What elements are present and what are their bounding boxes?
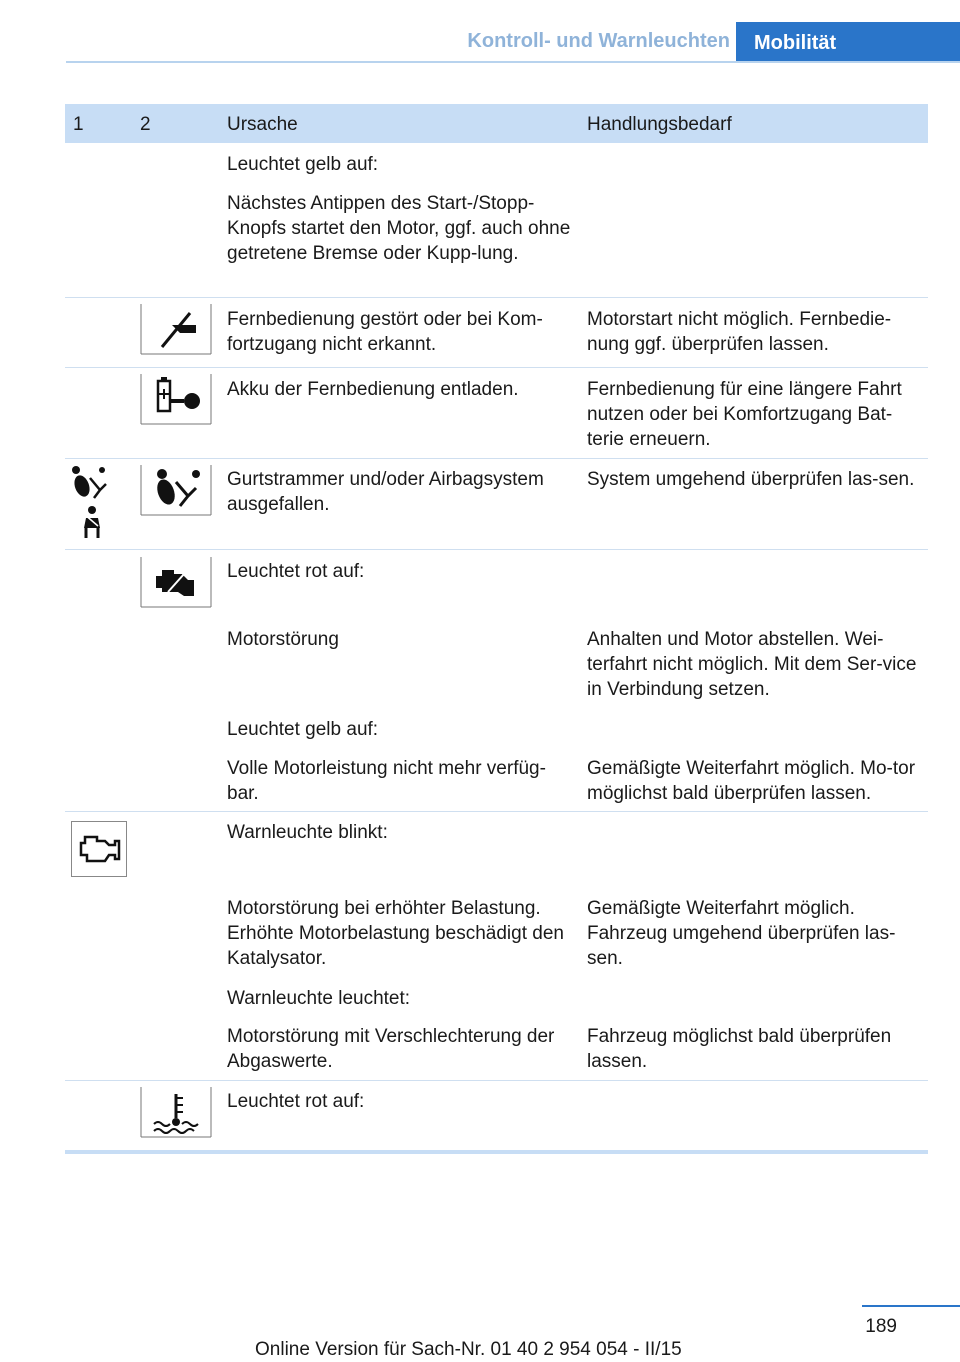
table-header [65, 104, 928, 143]
action-text: Fernbedienung für eine längere Fahrt nutzen oder bei Komfortzugang Bat-terie erneuern. [587, 379, 902, 450]
cause-text: Gurtstrammer und/oder Airbagsystem ausgefallen. [227, 469, 544, 515]
cause-text: Motorstörung [227, 629, 339, 650]
page-number-rule [862, 1305, 960, 1307]
coolant-temperature-icon [140, 1086, 212, 1138]
check-engine-icon [71, 821, 127, 877]
airbag-icon [140, 464, 212, 516]
header-rule [66, 61, 960, 63]
cause-text: Fernbedienung gestört oder bei Kom-fortzugang nicht erkannt. [227, 309, 543, 355]
action-text: Anhalten und Motor abstellen. Wei-terfahrt nicht möglich. Mit dem Ser-vice in Verbindung setzen. [587, 629, 917, 700]
cause-text: Nächstes Antippen des Start-/Stopp-Knopfs startet den Motor, ggf. auch ohne getretene Bremse oder Kupp-lung. [227, 193, 571, 264]
cause-text: Motorstörung bei erhöhter Belastung. Erhöhte Motorbelastung beschädigt den Katalysator. [227, 898, 564, 969]
engine-warning-icon [140, 556, 212, 608]
cause-text: Leuchtet rot auf: [227, 1091, 365, 1112]
tab-extension [860, 22, 960, 62]
action-text: System umgehend überprüfen las-sen. [587, 469, 915, 490]
cause-text: Leuchtet gelb auf: [227, 154, 379, 175]
column-header-action: Handlungsbedarf [587, 114, 732, 135]
column-header-2: 2 [140, 114, 151, 135]
cause-text: Warnleuchte leuchtet: [227, 988, 411, 1009]
row-divider [65, 367, 928, 368]
action-text: Motorstart nicht möglich. Fernbedie-nung ggf. überprüfen lassen. [587, 309, 892, 355]
cause-text: Akku der Fernbedienung entladen. [227, 379, 519, 400]
table-bottom-rule [65, 1150, 928, 1154]
breadcrumb: Kontroll- und Warnleuchten [467, 30, 730, 52]
footer-version: Online Version für Sach-Nr. 01 40 2 954 054 - II/15 [255, 1339, 682, 1360]
action-text: Gemäßigte Weiterfahrt möglich. Mo-tor möglichst bald überprüfen lassen. [587, 758, 916, 804]
row-divider [65, 811, 928, 812]
cause-text: Volle Motorleistung nicht mehr verfüg-bar. [227, 758, 546, 804]
remote-key-fault-icon [140, 303, 212, 355]
cause-text: Leuchtet gelb auf: [227, 719, 379, 740]
row-divider [65, 549, 928, 550]
airbag-belt-icon [68, 464, 112, 540]
action-text: Fahrzeug möglichst bald überprüfen lassen. [587, 1026, 892, 1072]
row-divider [65, 297, 928, 298]
row-divider [65, 458, 928, 459]
cause-text: Motorstörung mit Verschlechterung der Abgaswerte. [227, 1026, 555, 1072]
cause-text: Leuchtet rot auf: [227, 561, 365, 582]
row-divider [65, 1080, 928, 1081]
page-number: 189 [865, 1316, 897, 1337]
cause-text: Warnleuchte blinkt: [227, 822, 388, 843]
column-header-1: 1 [73, 114, 84, 135]
tab-mobilitaet[interactable]: Mobilität [736, 22, 860, 62]
action-text: Gemäßigte Weiterfahrt möglich. Fahrzeug umgehend überprüfen las-sen. [587, 898, 896, 969]
column-header-cause: Ursache [227, 114, 298, 135]
remote-battery-icon [140, 373, 212, 425]
